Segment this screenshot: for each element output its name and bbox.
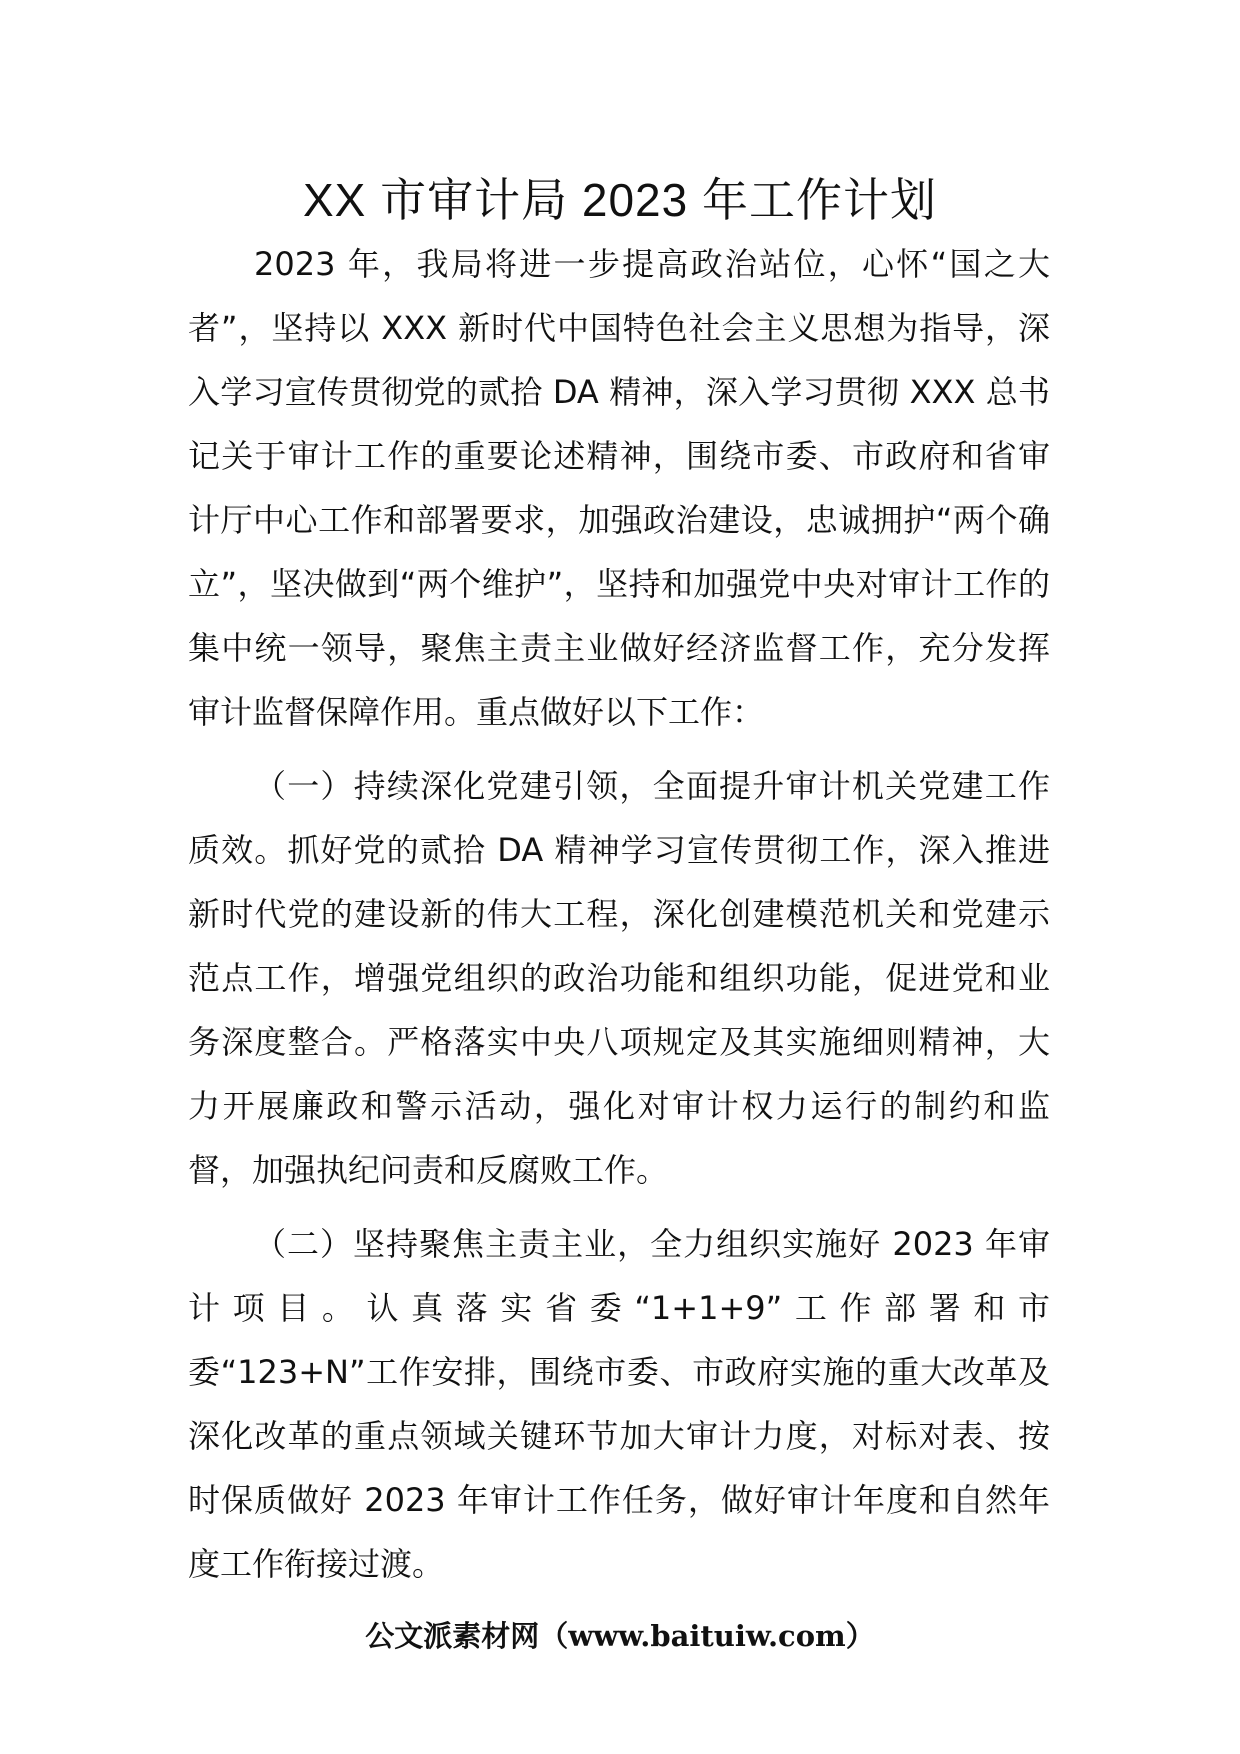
section-one-paragraph: （一）持续深化党建引领，全面提升审计机关党建工作质效。抓好党的贰拾 DA 精神学习宣传贯彻工作，深入推进新时代党的建设新的伟大工程，深化创建模范机关和党建示范点工作，增强党组织的政治功能和组织功能，促进党和业务深度整合。严格落实中央八项规定及其实施细则精神，大力开展廉政和警示活动，强化对审计权力运行的制约和监督，加强执纪问责和反腐败工作。 <box>188 767 1050 1189</box>
source-footer: 公文派素材网（www.baituiw.com） <box>365 1619 875 1653</box>
document-title: XX 市审计局 2023 年工作计划 <box>302 174 938 226</box>
intro-paragraph: 2023 年，我局将进一步提高政治站位，心怀“国之大者”，坚持以 XXX 新时代中国特色社会主义思想为指导，深入学习宣传贯彻党的贰拾 DA 精神，深入学习贯彻 XXX 总书记关于审计工作的重要论述精神，围绕市委、市政府和省审计厅中心工作和部署要求，加强政治建设，忠诚拥护“两个确立”，坚决做到“两个维护”，坚持和加强党中央对审计工作的集中统一领导，聚焦主责主业做好经济监督工作，充分发挥审计监督保障作用。重点做好以下工作： <box>188 245 1050 731</box>
section-two-paragraph: （二）坚持聚焦主责主业，全力组织实施好 2023 年审计项目。认真落实省委“1+1+9”工作部署和市委“123+N”工作安排，围绕市委、市政府实施的重大改革及深化改革的重点领域关键环节加大审计力度，对标对表、按时保质做好 2023 年审计工作任务，做好审计年度和自然年度工作衔接过渡。 <box>188 1225 1050 1583</box>
